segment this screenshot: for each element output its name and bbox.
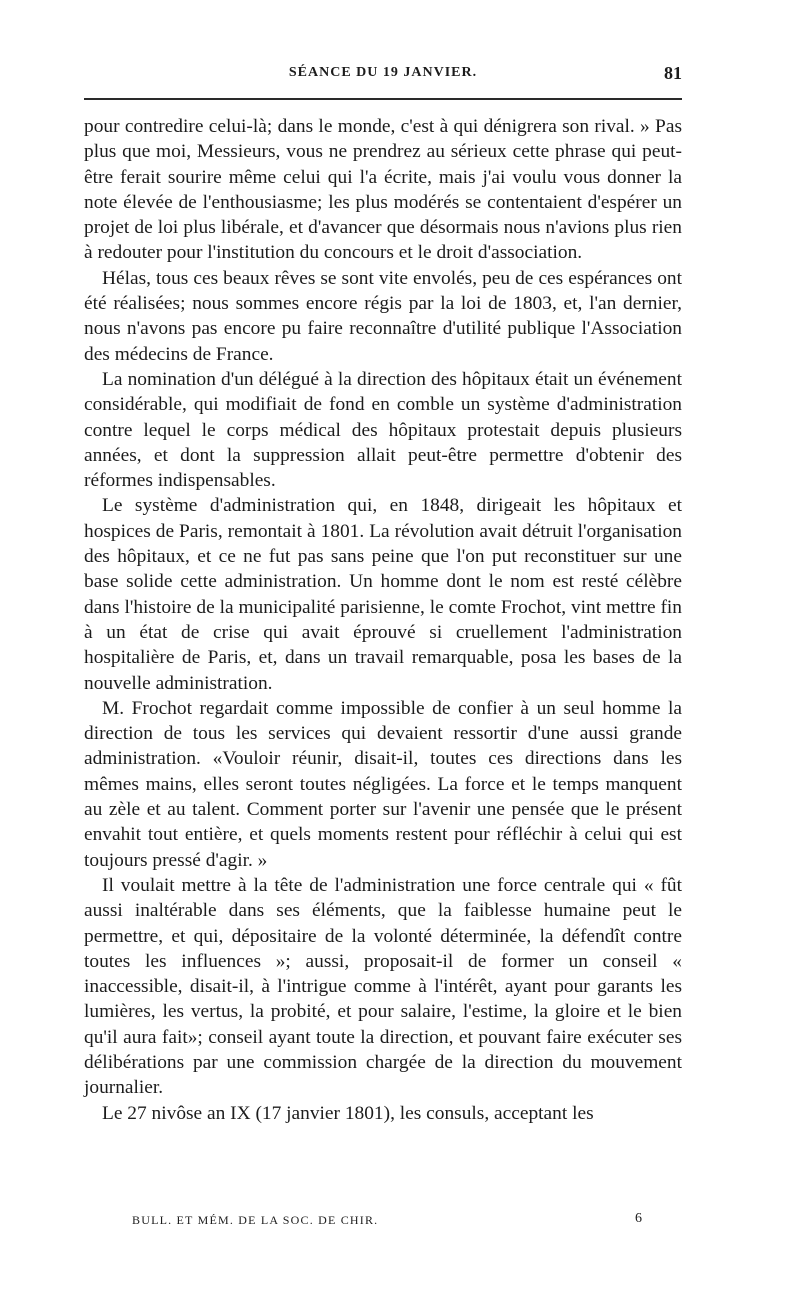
paragraph-7: Le 27 nivôse an IX (17 janvier 1801), les consuls, acceptant les [102, 1102, 594, 1124]
page-header [84, 63, 682, 93]
body-text [84, 114, 682, 1126]
paragraph-2: Hélas, tous ces beaux rêves se sont vite envolés, peu de ces espérances ont été réalisées; nous sommes encore régis par la loi de 1803, et, l'an dernier, nous n'avons pas encore pu faire reconnaître d'utilité publique l'Association des médecins de France. [84, 267, 682, 365]
header-rule [84, 98, 682, 100]
paragraph-5: M. Frochot regardait comme impossible de confier à un seul homme la direction de tous les services qui devaient ressortir d'une aussi grande administration. «Vouloir réunir, disait-il, toutes ces directions dans les mêmes mains, elles seront toutes négligées. La force et le temps manquent au zèle et au talent. Comment porter sur l'avenir une pensée que le présent envahit tout entière, et quels moments restent pour réfléchir à celui qui est toujours pressé d'agir. » [84, 697, 682, 871]
page-number: 81 [664, 63, 682, 83]
paragraph-4: Le système d'administration qui, en 1848, dirigeait les hôpitaux et hospices de Paris, remontait à 1801. La révolution avait détruit l'organisation des hôpitaux, et ce ne fut pas sans peine que l'on put reconstituer sur une base solide cette administration. Un homme dont le nom est resté célèbre dans l'histoire de la municipalité parisienne, le comte Frochot, vint mettre fin à un état de crise qui avait éprouvé si cruellement l'administration hospitalière de Paris, et, dans un travail remarquable, posa les bases de la nouvelle administration. [84, 495, 682, 694]
paragraph-1: pour contredire celui-là; dans le monde, c'est à qui dénigrera son rival. » Pas plus que moi, Messieurs, vous ne prendrez au sérieux cette phrase qui peut-être ferait sourire même celui qui l'a écrite, mais j'ai voulu vous donner la note élevée de l'enthousiasme; les plus modérés se contentaient d'espérer un projet de loi plus libérale, et d'avancer que désormais nous n'avions plus rien à redouter pour l'institution du concours et le droit d'association. [84, 116, 682, 264]
signature-number: 6 [635, 1211, 642, 1226]
paragraph-3: La nomination d'un délégué à la direction des hôpitaux était un événement considérable, qui modifiait de fond en comble un système d'administration contre lequel le corps médical des hôpitaux protestait depuis plusieurs années, et dont la suppression allait peut-être permettre d'obtenir des réformes indispensables. [84, 368, 682, 492]
printer-signature: BULL. ET MÉM. DE LA SOC. DE CHIR. [132, 1213, 379, 1227]
paragraph-6: Il voulait mettre à la tête de l'administration une force centrale qui « fût aussi inaltérable dans ses éléments, que la faiblesse humaine peut le permettre, et qui, dépositaire de la volonté déterminée, la défendît contre toutes les influences »; aussi, proposait-il de former un conseil « inaccessible, disait-il, à l'intrigue comme à l'intérêt, ayant pour garants les lumières, les vertus, la probité, et pour salaire, l'estime, la gloire et le bien qu'il aura fait»; conseil ayant toute la direction, et pouvant faire exécuter ses délibérations par une commission chargée de la direction du mouvement journalier. [84, 874, 682, 1099]
running-head: SÉANCE DU 19 JANVIER. [288, 65, 478, 80]
page-footer [132, 1211, 642, 1233]
